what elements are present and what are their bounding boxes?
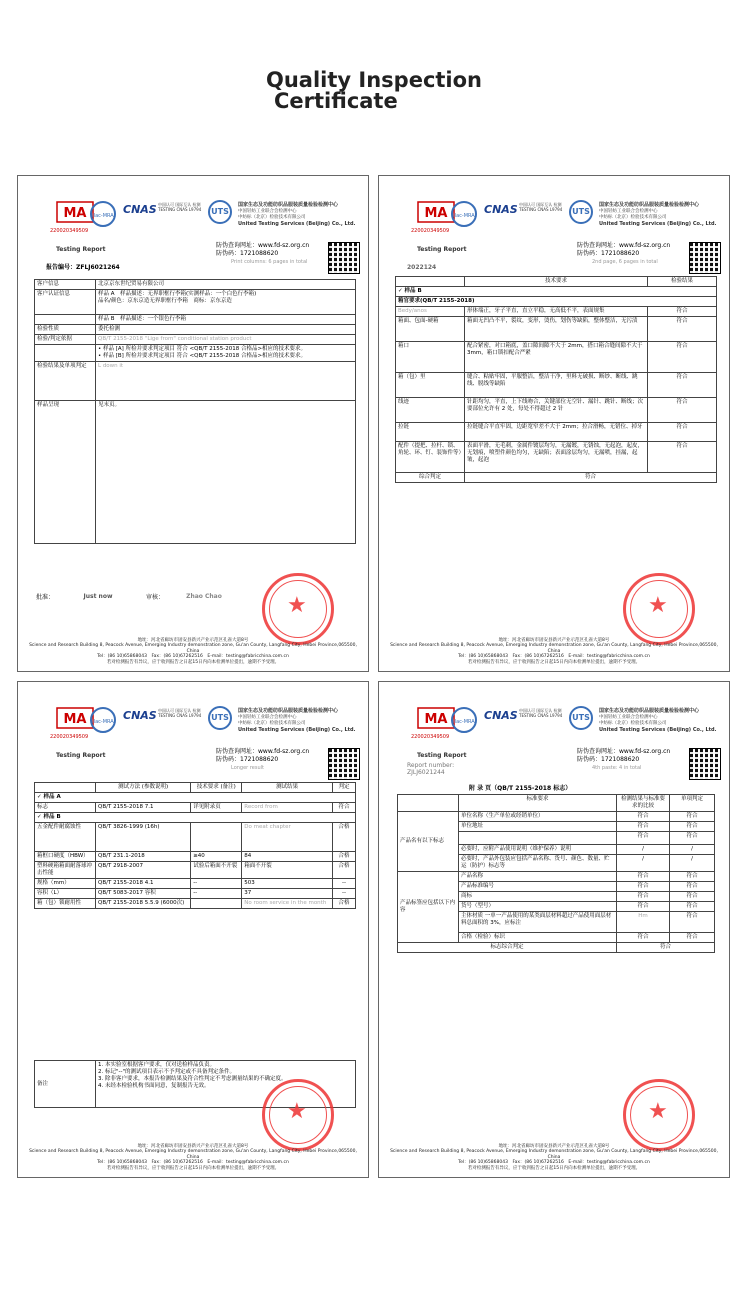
table-row: 五金配件耐腐蚀性 QB/T 3826-1999 (16h) Do meat chapter 合格 (35, 823, 356, 852)
red-seal-stamp-icon: ★ (623, 1079, 695, 1151)
page-footer: 地址：河北省廊坊市固安县新兴产业示范区孔雀大道8号 Science and Research Building 8, Peacock Avenue, Emerging Industry demonstration zone, Gu'an County, Langfang City, Hebei Province,065500, China Tel：(86 10)65868043 Fax：(86 10)67262516 E-mail：testing@fabricchina.com.cn 若对检测报告有异议，应于收到报告之日起15日内向本检测单位提出，逾期不予受理。 (390, 1143, 718, 1171)
ilac-mra-logo-icon: ilac-MRA (90, 201, 116, 227)
lab-header (28, 704, 358, 738)
table-row: 客户认证信息 样品 A 样品描述：无界职框行李箱(实测样品：一个白色行李箱) 品名/颜色：京东京造无界职框行李箱 商标：京东京造 (35, 290, 356, 315)
cnas-logo-icon: CNAS (484, 203, 518, 216)
page-footer: 地址：河北省廊坊市固安县新兴产业示范区孔雀大道8号 Science and Research Building 8, Peacock Avenue, Emerging Industry demonstration zone, Gu'an County, Langfang City, Hebei Province,065500, China Tel：(86 10)65868043 Fax：(86 10)67262516 E-mail：testing@fabricchina.com.cn 若对检测报告有异议，应于收到报告之日起15日内向本检测单位提出，逾期不予受理。 (29, 637, 357, 665)
ilac-mra-logo-icon: ilac-MRA (451, 707, 477, 733)
certificate-page-3 (17, 681, 369, 1178)
lab-header (389, 704, 719, 738)
table-row: 单位地址 符合 符合 (398, 822, 715, 832)
table-row: ✓ 样品 B (35, 813, 356, 823)
red-seal-stamp-icon: ★ (623, 573, 695, 645)
lab-header (389, 198, 719, 232)
page-count-note: Longer result (231, 765, 264, 771)
table-row: 产品名有以下标志 单位名称（生产单位或经销单位） 符合 符合 (398, 812, 715, 822)
table-row: 主体材质 一单一产品使用的某类面层材料超过产品使用面层材料总面积的 3%，应标注 Hm 符合 (398, 912, 715, 933)
ilac-mra-logo-icon: ilac-MRA (90, 707, 116, 733)
lab-name: 国家生态及功能纺织品服装质量检验检测中心 中国轻纺工业联合会检测中心 中纺标（北京）检验技术有限公司 United Testing Services (Beijing) Co., Ltd. (599, 708, 717, 733)
table-row: 规格（mm） QB/T 2155-2018 4.1 -- 503 -- (35, 879, 356, 889)
ma-logo-text: MA (63, 712, 87, 727)
ma-logo-text: MA (424, 712, 448, 727)
table-header-row: 标准要求 检测结果与标准要求的比较 单项判定 (398, 795, 715, 812)
page-title (266, 70, 482, 112)
table-row: 必要时，产品外包装应包括产品名称、货号、颜色、数量、贮运（防护）标志等 / / (398, 855, 715, 872)
info-table (34, 279, 356, 544)
query-info: 防伪查询网址：www.fd-sz.org.cn 防伪码：1721088620 (577, 242, 671, 257)
lab-name (238, 202, 356, 228)
report-info (26, 746, 356, 782)
table-row: 塑料硬箱箱面耐落球冲击性能 QB/T 2918-2007 试验后箱面不开裂 箱面不开裂 合格 (35, 862, 356, 879)
check-label: 审核： (146, 594, 165, 601)
qr-code-icon (689, 748, 721, 780)
table-row: 箱（包）里 缝合、粘贴牢固，平服整洁，整洁干净，里料无破损、断纱、断线、跳线、脱线等缺陷 符合 (396, 373, 717, 398)
table-row: 标志综合判定 符合 (398, 943, 715, 953)
table-row: 箱（包）锁耐用性 QB/T 2155-2018 5.5.9 (6000次) No room service in the month 合格 (35, 899, 356, 909)
approve-label: 批准： (36, 594, 55, 601)
lab-name-cn-2: 中国轻纺工业联合会检测中心 (238, 209, 297, 214)
table-row: 样品 B 样品描述：一个银色行李箱 (35, 315, 356, 325)
table-row: 必要时，应附产品使用说明（维护保养）说明 / / (398, 845, 715, 855)
table-row: 配件（提把、拉杆、锁、角轮、环、钉、装饰件等） 表面平滑，无毛刺，金属件镀层均匀，无漏镀，无锈蚀，无起泡，起皮，无划痕，喷塑件颜色均匀，无缺陷；表面涂层均匀，无漏喷，挂漏，起皱，起泡 符合 (396, 442, 717, 473)
table-row: 检验结果及单项判定 L down it (35, 362, 356, 401)
table-row: 货号（型号） 符合 符合 (398, 902, 715, 912)
page-footer: 地址：河北省廊坊市固安县新兴产业示范区孔雀大道8号 Science and Research Building 8, Peacock Avenue, Emerging Industry demonstration zone, Gu'an County, Langfang City, Hebei Province,065500, China Tel：(86 10)65868043 Fax：(86 10)67262516 E-mail：testing@fabricchina.com.cn 若对检测报告有异议，应于收到报告之日起15日内向本检测单位提出，逾期不予受理。 (390, 637, 718, 665)
cnas-logo-icon: CNAS (123, 709, 157, 722)
ma-number: 220020349509 (411, 734, 450, 740)
ma-logo-text: MA (63, 206, 87, 221)
report-title: Testing Report (56, 752, 106, 759)
query-info (216, 242, 309, 258)
table-row: 产品标签应包括以下内容 产品名称 符合 符合 (398, 872, 715, 882)
certificate-page-2 (378, 175, 730, 672)
report-number: 报告编号：ZFLJ6021264 (46, 264, 120, 271)
uts-logo-icon: UTS (208, 706, 232, 730)
page-count-note: Print columns: 6 pages in total (231, 259, 308, 265)
table-row: 拉链 拉链缝合平直牢固，边距宽窄差不大于 2mm；拉合滑畅，无错位、掉牙 符合 (396, 423, 717, 442)
certificate-page-4 (378, 681, 730, 1178)
test-results-table (34, 782, 356, 909)
table-row: 箱框口硬度（HBW） QB/T 231.1-2018 ≥40 84 合格 (35, 852, 356, 862)
lab-name: 国家生态及功能纺织品服装质量检验检测中心 中国轻纺工业联合会检测中心 中纺标（北京）检验技术有限公司 United Testing Services (Beijing) Co., Ltd. (238, 708, 356, 733)
table-row: 符合 符合 (398, 832, 715, 845)
table-row: 检验性质 委托检测 (35, 325, 356, 335)
uts-logo-icon: UTS (569, 200, 593, 224)
table-row: ✓ 样品 A (35, 793, 356, 803)
table-row: 产品标准编号 符合 符合 (398, 882, 715, 892)
table-row: 箱口 配合紧密，对口箱底，盖口隙间隙不大于 2mm，搭口箱合缝间隙不大于 3mm，箱口锁扣配合严紧 符合 (396, 342, 717, 373)
query-code: 防伪码：1721088620 (216, 250, 279, 257)
table-header-row: 测试方法 (参数说明) 技术要求 (备注) 测试结果 判定 (35, 783, 356, 793)
table-row: 客户信息 北京京东世纪贸易有限公司 (35, 280, 356, 290)
table-row: 线迹 针距均匀，平直，上下线吻合，关键部位无空针、漏针、跳针、断线；次要部位允许有 2 处，每处不得超过 2 针 符合 (396, 398, 717, 423)
red-seal-stamp-icon: ★ (262, 573, 334, 645)
table-row: ✓ 样品 B (396, 287, 717, 297)
report-title: Testing Report (417, 752, 467, 759)
cnas-sub-text: 中国认可 国际互认 检测 TESTING CNAS L9794 (519, 708, 563, 718)
table-row: 检验/判定依据 QB/T 2155-2018 "Lige from" conditional station product (35, 335, 356, 345)
lab-header (28, 198, 358, 232)
table-row: 备注 1. 本实验室根据客户要求，仅对送检样品负责。 2. 标记"--"的测试项目表示不予判定或不具备判定条件。 3. 除非客户要求，本报告检测结果及符合性判定不考虑测量结果的不确定度。 4. 未经本检验机构书面同意，复制报告无效。 (35, 1061, 356, 1108)
report-title: Testing Report (417, 246, 467, 253)
qr-code-icon (328, 748, 360, 780)
ma-number: 220020349509 (50, 734, 89, 740)
title-line-2: Certificate (274, 89, 398, 113)
report-info (387, 746, 717, 782)
report-title: Testing Report (56, 246, 106, 253)
table-row: • 样品 [A] 所检并要求判定项目 符合 <QB/T 2155-2018 合格品>相应的技术要求。 • 样品 [B] 所检并要求判定项目 符合 <QB/T 2155-2018 合格品>相应的技术要求。 (35, 345, 356, 362)
table-row: 商标 符合 符合 (398, 892, 715, 902)
check-signature: Zhao Chao (186, 593, 222, 600)
report-number: 2022124 (407, 264, 437, 271)
lab-name-en: United Testing Services (Beijing) Co., Ltd. (238, 221, 356, 227)
ilac-mra-logo-icon: ilac-MRA (451, 201, 477, 227)
cnas-sub-text: 中国认可 国际互认 检测 TESTING CNAS L9794 (158, 708, 202, 718)
cnas-sub-text: 中国认可 国际互认 检测 TESTING CNAS L9794 (158, 202, 202, 212)
lab-name-cn-3: 中纺标（北京）检验技术有限公司 (238, 215, 306, 220)
uts-logo-icon: UTS (208, 200, 232, 224)
lab-name: 国家生态及功能纺织品服装质量检验检测中心 中国轻纺工业联合会检测中心 中纺标（北京）检验技术有限公司 United Testing Services (Beijing) Co., Ltd. (599, 202, 717, 227)
table-row: Bedy/anos 形体端正，牙子平直，直立平稳，无高低不平，表面规集 符合 (396, 307, 717, 317)
table-row: 标志 QB/T 2155-2018 7.1 详见附录页 Record from 符合 (35, 803, 356, 813)
appendix-table (397, 794, 715, 953)
ma-number: 220020349509 (411, 228, 450, 234)
certificate-page-1 (17, 175, 369, 672)
query-info: 防伪查询网址：www.fd-sz.org.cn 防伪码：1721088620 (577, 748, 671, 763)
page-footer: 地址：河北省廊坊市固安县新兴产业示范区孔雀大道8号 Science and Research Building 8, Peacock Avenue, Emerging Industry demonstration zone, Gu'an County, Langfang City, Hebei Province,065500, China Tel：(86 10)65868043 Fax：(86 10)67262516 E-mail：testing@fabricchina.com.cn 若对检测报告有异议，应于收到报告之日起15日内向本检测单位提出，逾期不予受理。 (29, 1143, 357, 1171)
table-row: 合格（检验）标识 符合 符合 (398, 933, 715, 943)
report-number: Report number: ZJLJ6021244 (407, 762, 455, 776)
table-row: 箱面、包面-硬箱 箱面无凹凸不平，裂纹，变形，烫伤，划伤等缺陷，整体整洁，无污渍 符合 (396, 317, 717, 342)
qr-code-icon (328, 242, 360, 274)
table-row: 技术要求 检验结果 (396, 277, 717, 287)
page-count-note: 2nd page, 6 pages in total (592, 259, 658, 265)
table-row: 箱官要求(QB/T 2155-2018) (396, 297, 717, 307)
uts-logo-icon: UTS (569, 706, 593, 730)
cnas-logo-icon: CNAS (123, 203, 157, 216)
appendix-title: 附 录 页（QB/T 2155-2018 标志） (469, 785, 572, 792)
cnas-logo-icon: CNAS (484, 709, 518, 722)
page-count-note: 4th paste: 4 in total (592, 765, 642, 771)
approve-signature: Just now (83, 593, 113, 600)
ma-number: 220020349509 (50, 228, 89, 234)
query-site: 防伪查询网址：www.fd-sz.org.cn (216, 242, 310, 249)
red-seal-stamp-icon: ★ (262, 1079, 334, 1151)
lab-name-cn-1: 国家生态及功能纺织品服装质量检验检测中心 (238, 202, 339, 208)
title-line-1: Quality Inspection (266, 68, 483, 92)
cnas-sub-text: 中国认可 国际互认 检测 TESTING CNAS L9794 (519, 202, 563, 212)
report-info (26, 240, 356, 276)
qr-code-icon (689, 242, 721, 274)
report-info (387, 240, 717, 276)
table-row: 容积（L） QB/T 5083-2017 容积 -- 37 -- (35, 889, 356, 899)
ma-logo-text: MA (424, 206, 448, 221)
table-row: 样品呈现 见末页。 (35, 401, 356, 544)
query-info: 防伪查询网址：www.fd-sz.org.cn 防伪码：1721088620 (216, 748, 310, 763)
table-row: 综合判定 符合 (396, 473, 717, 483)
appearance-table (395, 276, 717, 483)
